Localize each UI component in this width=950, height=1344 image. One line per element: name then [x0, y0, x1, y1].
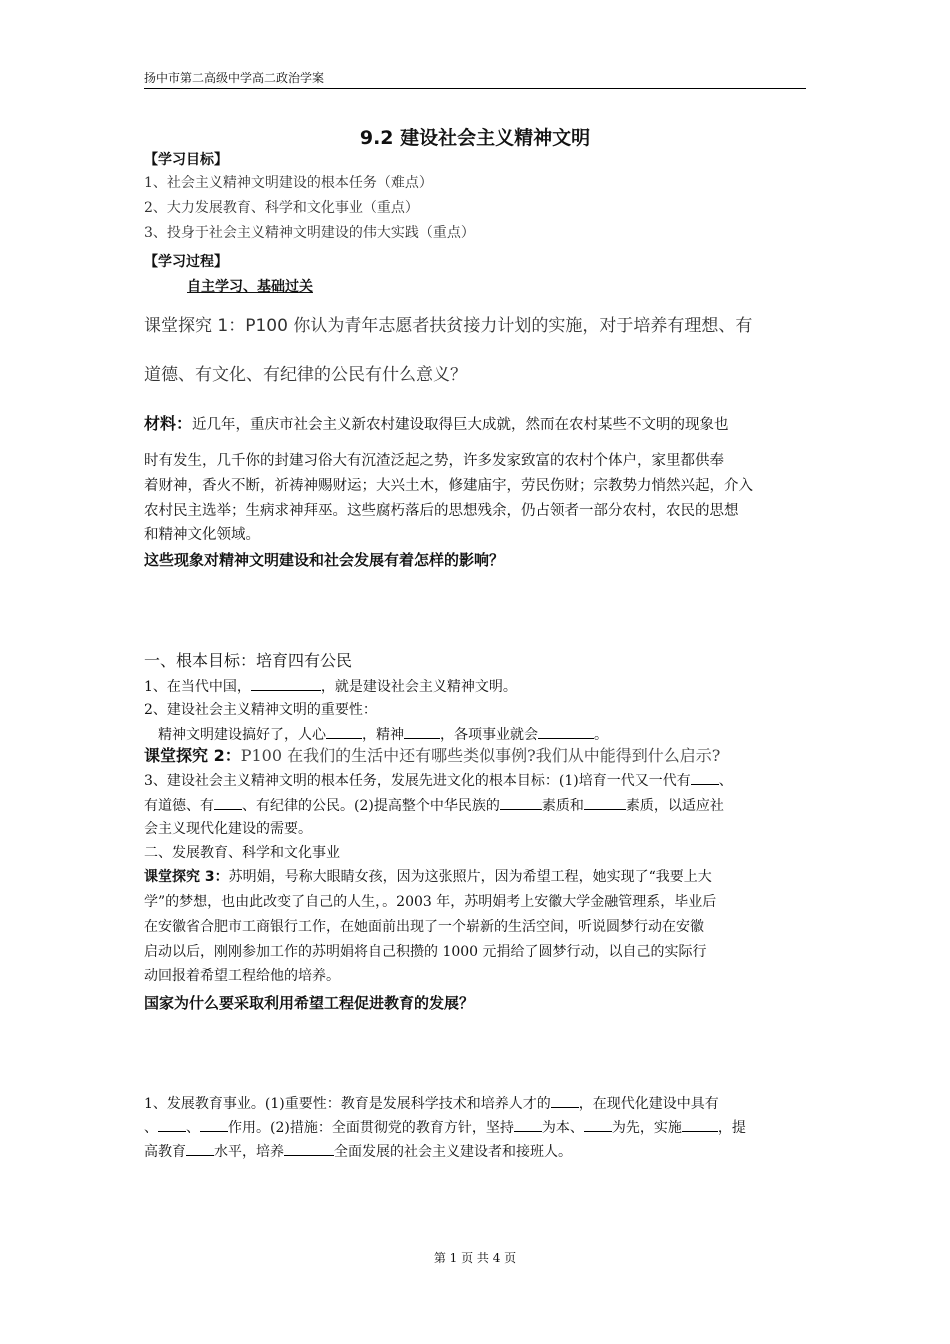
- section-1-item-2: 2、建设社会主义精神文明的重要性：: [144, 702, 377, 718]
- section-1-item-3-line-3: 会主义现代化建设的需要。: [144, 821, 312, 837]
- goals-heading: 【学习目标】: [144, 152, 228, 168]
- goal-item-2: 2、大力发展教育、科学和文化事业（重点）: [144, 200, 419, 216]
- material-line-4: 农村民主选举；生病求神拜巫。这些腐朽落后的思想残余，仍占领者一部分农村，农民的思想: [144, 503, 739, 519]
- section-1-item-3-line-1: 3、建设社会主义精神文明的根本任务，发展先进文化的根本目标：(1)培育一代又一代有 、: [144, 770, 733, 791]
- blank: [514, 1117, 542, 1132]
- blank: [284, 1141, 334, 1156]
- blank: [214, 795, 242, 810]
- blank: [186, 1141, 214, 1156]
- inquiry-1-line-2: 道德、有文化、有纪律的公民有什么意义？: [144, 365, 467, 385]
- material-label: 材料：: [144, 414, 193, 433]
- inquiry-2-label: 课堂探究 2：: [144, 746, 241, 765]
- material-line-5: 和精神文化领域。: [144, 527, 260, 543]
- goal-item-3: 3、投身于社会主义精神文明建设的伟大实践（重点）: [144, 225, 475, 241]
- inquiry-2: [144, 745, 720, 767]
- inquiry-3-line-4: 启动以后，刚刚参加工作的苏明娟将自己积攒的 1000 元捐给了圆梦行动，以自己的实际行: [144, 944, 707, 960]
- material-line-2: 时有发生，几千你的封建习俗大有沉渣泛起之势，许多发家致富的农村个体户，家里都供奉: [144, 453, 724, 469]
- inquiry-2-text: P100 在我们的生活中还有哪些类似事例?我们从中能得到什么启示?: [240, 746, 721, 765]
- section-1-item-1: 1、在当代中国， ，就是建设社会主义精神文明。: [144, 676, 517, 697]
- section-1-item-3-line-2: 有道德、有 、有纪律的公民。(2)提高整个中华民族的 素质和 素质，以适应社: [144, 795, 724, 816]
- blank: [404, 724, 440, 739]
- blank: [200, 1117, 228, 1132]
- inquiry-1-line-1: 课堂探究 1：P100 你认为青年志愿者扶贫接力计划的实施，对于培养有理想、有: [144, 316, 753, 336]
- section-2-heading: 二、发展教育、科学和文化事业: [144, 845, 340, 861]
- blank: [551, 1093, 579, 1108]
- blank: [691, 770, 719, 785]
- blank: [584, 795, 626, 810]
- blank: [326, 724, 362, 739]
- blank: [584, 1117, 612, 1132]
- inquiry-3-label: 课堂探究 3：: [144, 869, 229, 885]
- education-line-3: 高教育 水平，培养 全面发展的社会主义建设者和接班人。: [144, 1141, 572, 1162]
- inquiry-3-line-2: 学”的梦想，也由此改变了自己的人生，。2003 年，苏明娟考上安徽大学金融管理系，毕业后: [144, 894, 717, 910]
- material-line-1: [144, 413, 729, 436]
- inquiry-3-line-5: 动回报着希望工程给他的培养。: [144, 968, 340, 984]
- blank: [500, 795, 542, 810]
- blank: [251, 676, 321, 691]
- blank: [682, 1117, 718, 1132]
- blank: [158, 1117, 186, 1132]
- page-header: 扬中市第二高级中学高二政治学案: [144, 70, 806, 89]
- section-1-heading: 一、根本目标：培育四有公民: [144, 651, 353, 670]
- process-heading: 【学习过程】: [144, 254, 228, 270]
- inquiry-3-line-3: 在安徽省合肥市工商银行工作，在她面前出现了一个崭新的生活空间，听说圆梦行动在安徽: [144, 919, 704, 935]
- material-question: 这些现象对精神文明建设和社会发展有着怎样的影响？: [144, 551, 505, 569]
- material-line-3: 着财神，香火不断，祈祷神赐财运；大兴土木，修建庙宇，劳民伤财；宗教势力悄然兴起，介入: [144, 478, 753, 494]
- inquiry-3-line-1: 课堂探究 3：苏明娟，号称大眼睛女孩，因为这张照片，因为希望工程，她实现了“我要上大: [144, 869, 712, 885]
- education-line-1: 1、发展教育事业。(1)重要性：教育是发展科学技术和培养人才的 ，在现代化建设中具有: [144, 1093, 719, 1114]
- page-footer: 第 1 页 共 4 页: [433, 1251, 517, 1265]
- education-line-2: 、 、 作用。(2)措施：全面贯彻党的教育方针，坚持 为本、 为先，实施 ，提: [144, 1117, 746, 1138]
- goal-item-1: 1、社会主义精神文明建设的根本任务（难点）: [144, 175, 433, 191]
- material-text-1: 近几年，重庆市社会主义新农村建设取得巨大成就，然而在农村某些不文明的现象也: [192, 417, 729, 433]
- process-subheading: 自主学习、基础过关: [187, 279, 313, 295]
- page-title: 9.2 建设社会主义精神文明: [359, 127, 591, 149]
- section-1-item-2-sub: 精神文明建设搞好了，人心 ，精神 ，各项事业就会 。: [158, 724, 608, 745]
- blank: [538, 724, 594, 739]
- section-2-question: 国家为什么要采取利用希望工程促进教育的发展？: [144, 994, 475, 1012]
